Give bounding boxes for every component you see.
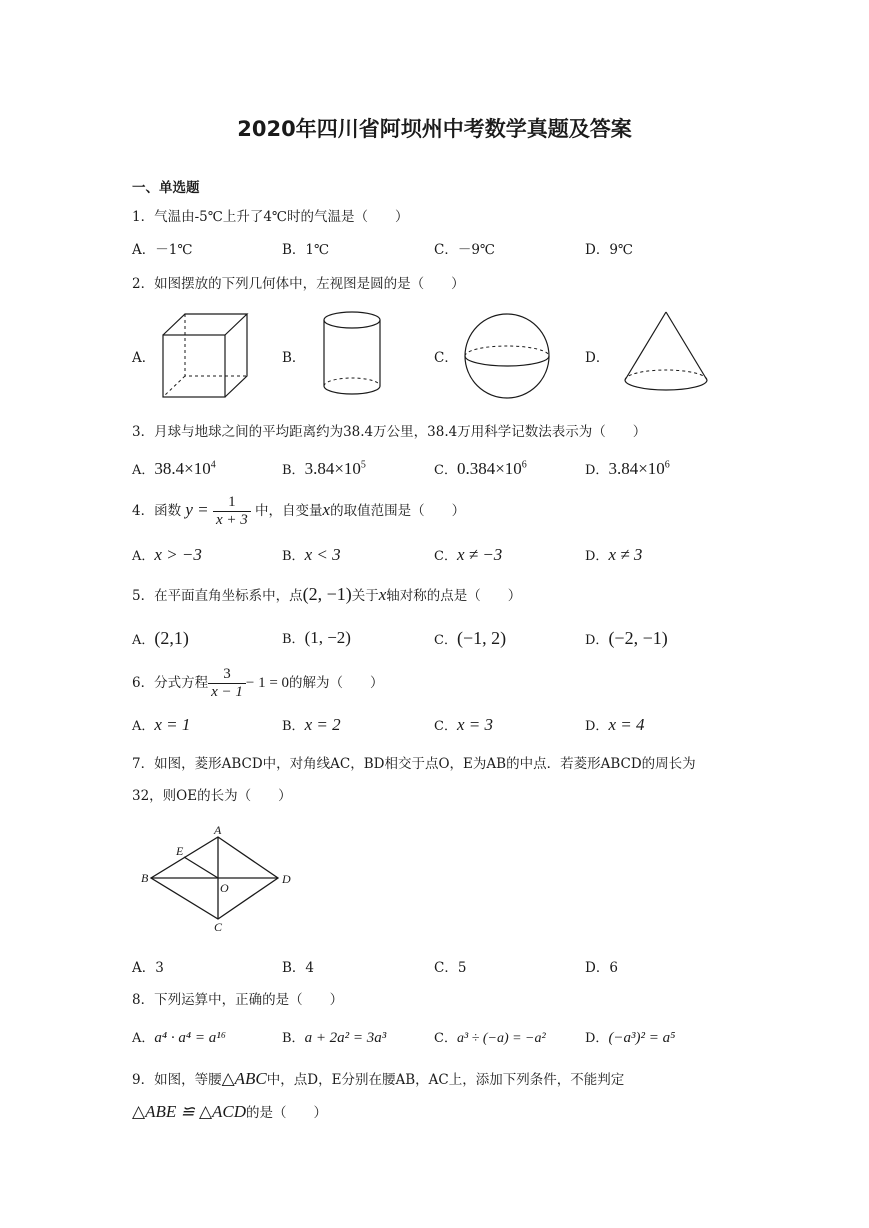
q6-option-a[interactable]: A．x = 1 — [132, 715, 191, 734]
question-1-options — [132, 238, 752, 266]
question-6-options — [132, 715, 752, 743]
q5-option-b[interactable]: B．(1, −2) — [282, 628, 351, 647]
q6-option-b[interactable]: B．x = 2 — [282, 715, 341, 734]
q5-option-c[interactable]: C．(−1, 2) — [434, 628, 507, 648]
question-9-stem-line2: △ABE ≌ △ACD的是（ ） — [132, 1102, 328, 1121]
q7-option-b[interactable]: B．4 — [282, 960, 315, 976]
q7-option-c[interactable]: C．5 — [434, 960, 467, 976]
q1-option-c[interactable]: C．－9℃ — [434, 242, 496, 258]
rhombus-diagram — [138, 822, 300, 934]
question-7-stem-line2: 32，则OE的长为（ ） — [132, 788, 292, 804]
q4-fraction: $\frac{1}{x + 3}$ — [213, 494, 251, 529]
question-3-stem: 3．月球与地球之间的平均距离约为38.4万公里，38.4万用科学记数法表示为（ ） — [132, 424, 647, 440]
q5-option-a[interactable]: A．(2,1) — [132, 628, 189, 648]
question-4-options — [132, 545, 752, 573]
vertex-label-a: A — [214, 823, 222, 837]
question-9-stem-line1: 9．如图，等腰△ABC中，点D，E分别在腰AB，AC上，添加下列条件，不能判定 — [132, 1069, 625, 1088]
question-5-stem: 5．在平面直角坐标系中，点(2, −1)关于x轴对称的点是（ ） — [132, 584, 522, 604]
q3-option-d[interactable]: D．$3.84\times 10^6$ — [585, 459, 670, 478]
question-5-options — [132, 628, 752, 656]
q5-option-d[interactable]: D．(−2, −1) — [585, 628, 668, 648]
question-1-stem: 1．气温由-5℃上升了4℃时的气温是（ ） — [132, 209, 409, 225]
cylinder-icon — [318, 308, 388, 400]
point-label-e: E — [176, 844, 184, 858]
q6-option-d[interactable]: D．x = 4 — [585, 715, 645, 734]
q7-option-a[interactable]: A．3 — [132, 960, 164, 976]
page-title: 2020年四川省阿坝州中考数学真题及答案 — [237, 117, 632, 141]
q2-option-a[interactable]: A． — [132, 350, 156, 366]
question-6-stem: 6．分式方程 $\frac{3}{x - 1}$ − 1 = 0的解为（ ） — [132, 666, 384, 700]
q8-option-c[interactable]: C．a³ ÷ (−a) = −a² — [434, 1031, 546, 1046]
question-8-options — [132, 1027, 752, 1055]
q7-option-d[interactable]: D．6 — [585, 960, 618, 976]
q2-option-b[interactable]: B． — [282, 350, 306, 366]
question-4-stem: 4．函数 y = $\frac{1}{x + 3}$ 中，自变量x的取值范围是（ ） — [132, 494, 466, 528]
vertex-label-d: D — [282, 872, 291, 886]
q3-option-b[interactable]: B．$3.84\times 10^5$ — [282, 459, 366, 478]
q1-option-a[interactable]: A．－1℃ — [132, 242, 193, 258]
vertex-label-b: B — [141, 871, 149, 885]
sphere-icon — [460, 310, 556, 402]
q3-option-c[interactable]: C．$0.384\times 10^6$ — [434, 459, 527, 478]
q4-option-c[interactable]: C．x ≠ −3 — [434, 545, 503, 564]
question-7-stem-line1: 7．如图，菱形ABCD中，对角线AC，BD相交于点O，E为AB的中点．若菱形ABCD的周长为 — [132, 756, 696, 772]
q8-option-d[interactable]: D．(−a³)² = a⁵ — [585, 1030, 676, 1046]
section-heading: 一、单选题 — [132, 180, 200, 196]
cube-icon — [155, 310, 255, 400]
vertex-label-c: C — [214, 920, 223, 934]
q3-option-a[interactable]: A．$38.4\times 10^4$ — [132, 459, 216, 478]
question-7-options — [132, 956, 752, 984]
question-2-stem: 2．如图摆放的下列几何体中，左视图是圆的是（ ） — [132, 276, 465, 292]
q2-option-c[interactable]: C． — [434, 350, 458, 366]
point-label-o: O — [220, 881, 229, 895]
q4-option-a[interactable]: A．x > −3 — [132, 545, 202, 564]
q1-option-d[interactable]: D．9℃ — [585, 242, 634, 258]
q1-option-b[interactable]: B．1℃ — [282, 242, 330, 258]
q6-fraction: $\frac{3}{x - 1}$ — [208, 666, 246, 701]
cone-icon — [618, 308, 714, 400]
q2-option-d[interactable]: D． — [585, 350, 610, 366]
q8-option-b[interactable]: B．a + 2a² = 3a³ — [282, 1030, 387, 1046]
question-8-stem: 8．下列运算中，正确的是（ ） — [132, 992, 344, 1008]
q4-option-d[interactable]: D．x ≠ 3 — [585, 545, 643, 564]
q6-option-c[interactable]: C．x = 3 — [434, 715, 493, 734]
question-3-options — [132, 459, 752, 487]
q4-option-b[interactable]: B．x < 3 — [282, 545, 341, 564]
q8-option-a[interactable]: A．a⁴ · a⁴ = a¹⁶ — [132, 1030, 226, 1046]
